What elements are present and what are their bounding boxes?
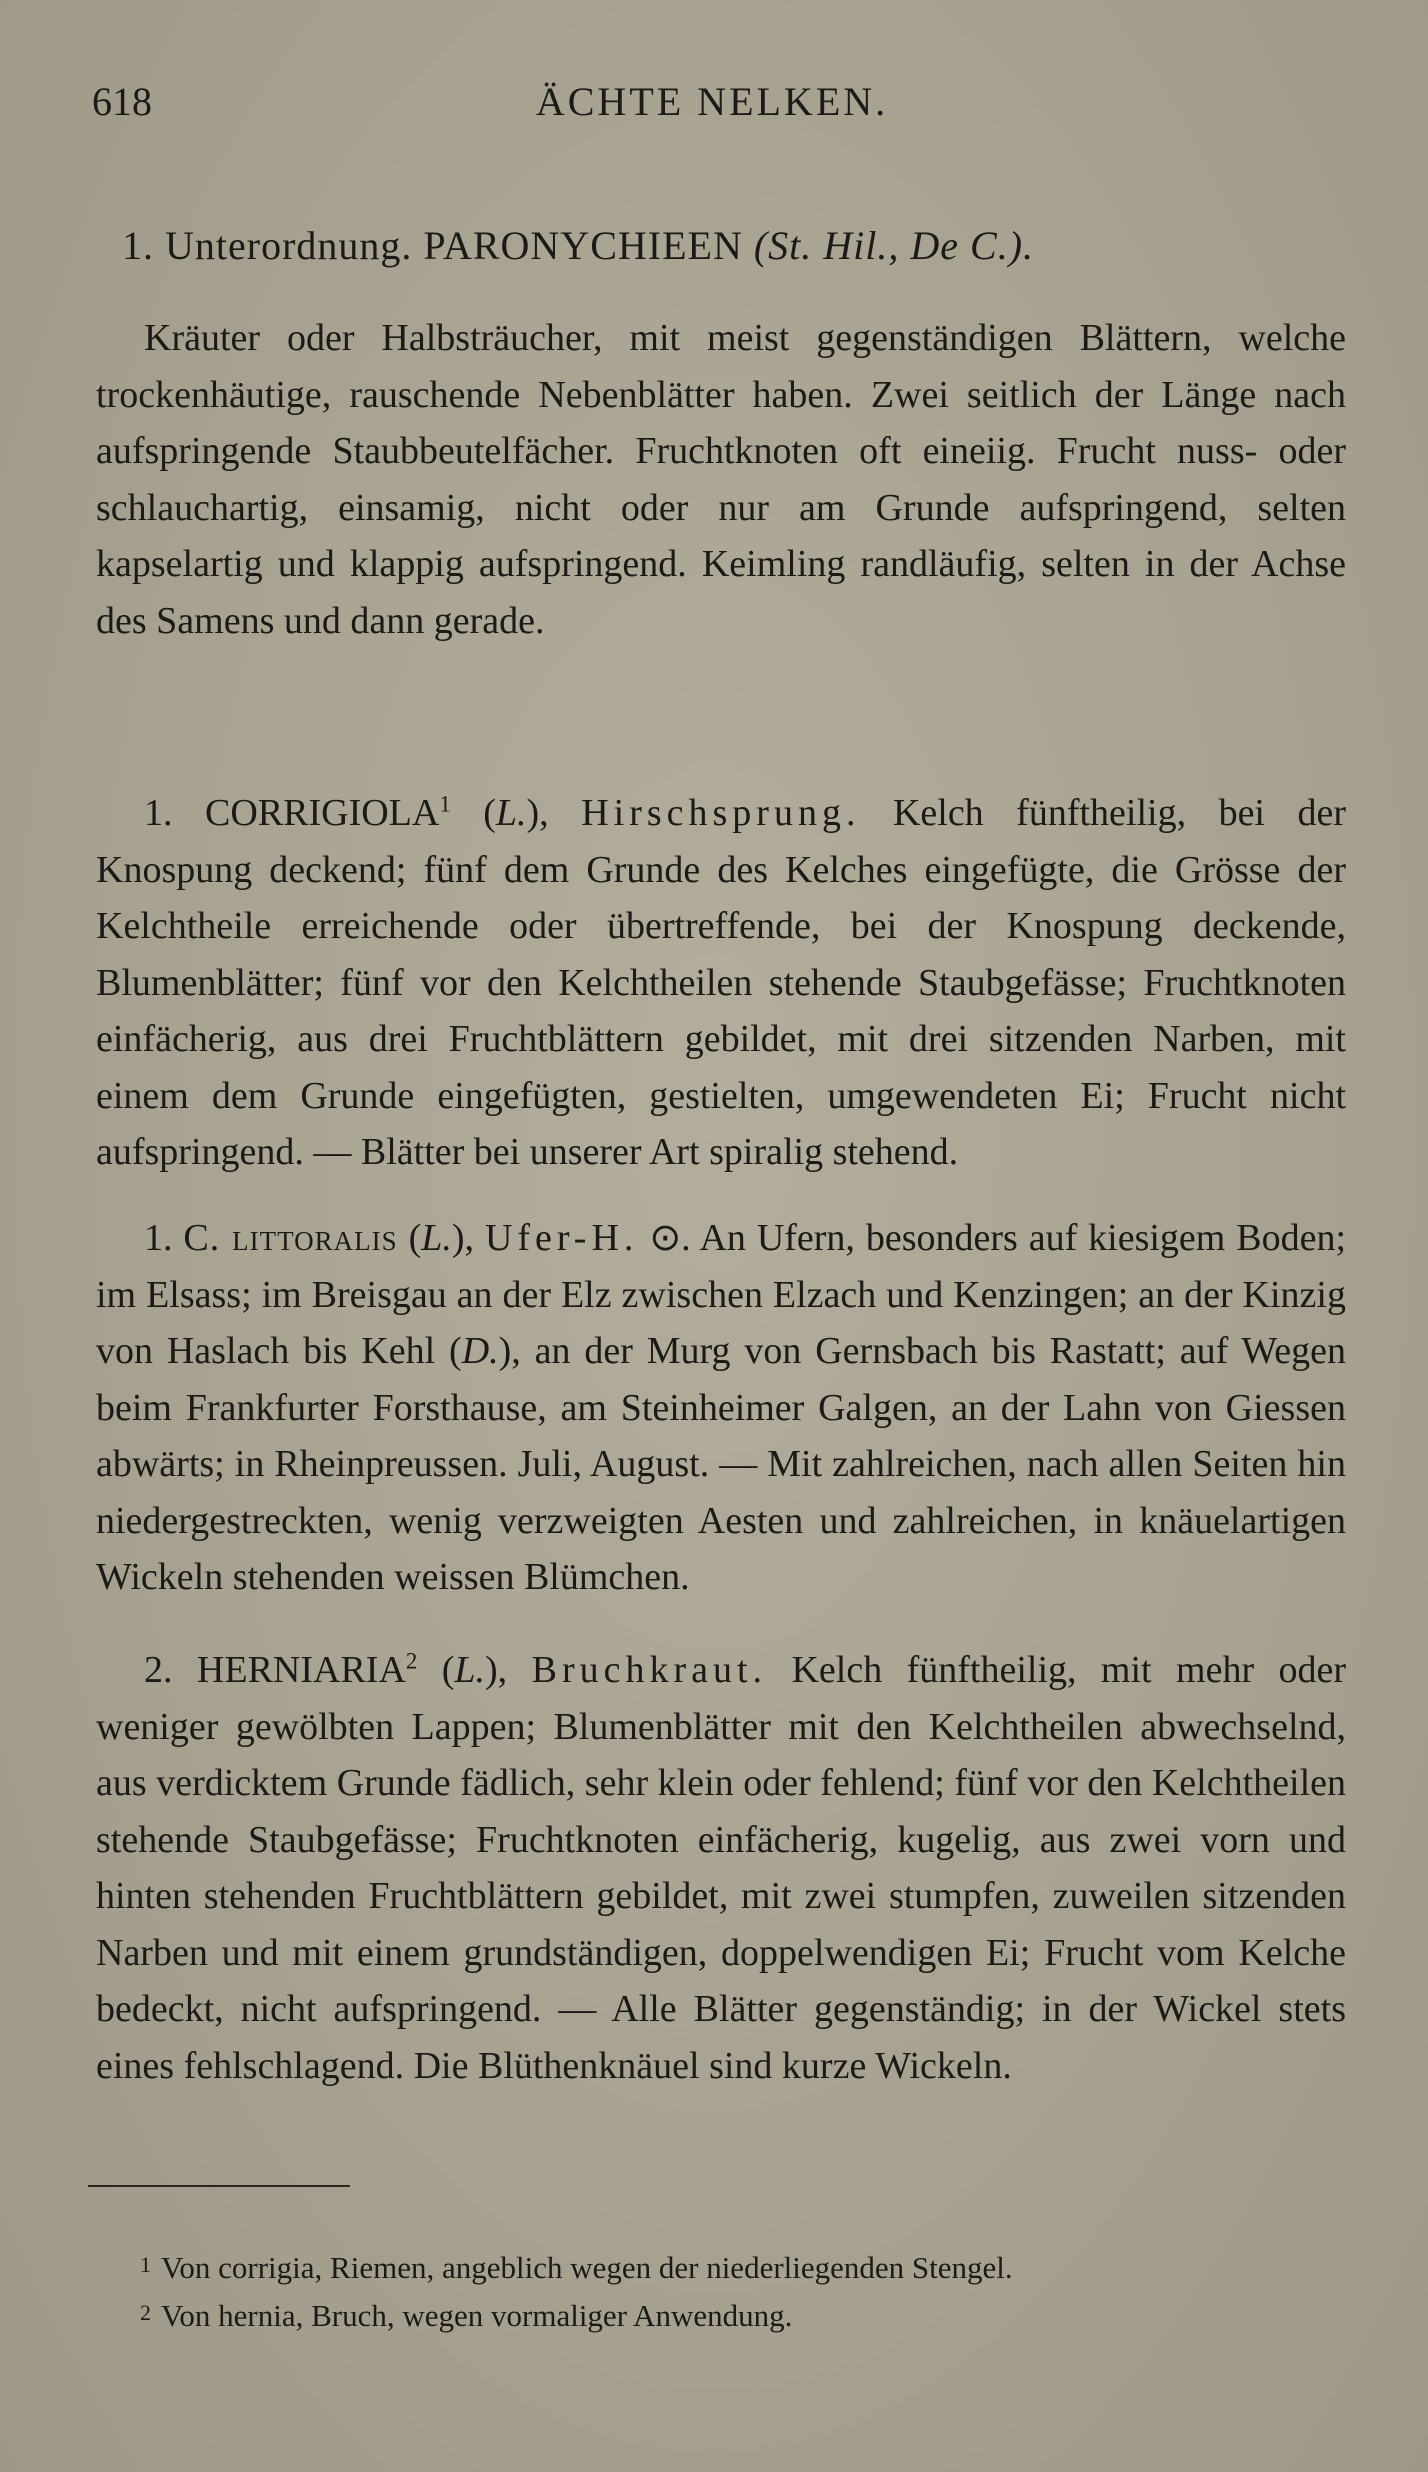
intro-paragraph: [96, 310, 1346, 649]
common-name: Bruchkraut.: [531, 1649, 768, 1691]
genus-corrigiola-text: [96, 785, 1346, 1181]
genus-name: CORRIGIOLA: [205, 792, 440, 834]
common-name: Ufer-H.: [484, 1217, 639, 1259]
species-littoralis-paragraph: [96, 1210, 1346, 1606]
source-abbrev: D.: [461, 1330, 499, 1372]
running-head: ÄCHTE NELKEN.: [535, 79, 889, 124]
authority: L.: [454, 1649, 486, 1691]
description: Kelch fünftheilig, bei der Knospung deckend; fünf dem Grunde des Kelches eingefügte, die Grösse der Kelchtheile erreichende oder übertreffende, bei der Knospung deckende, Blumenblätter; fünf vor den Kelchtheilen stehende Staubgefässe; Fruchtknoten einfächerig, aus drei Fruchtblättern gebildet, mit drei sitzenden Narben, mit einem dem Grunde eingefügten, gestielten, umgewendeten Ei; Frucht nicht aufspringend. — Blätter bei unserer Art spiralig stehend.: [96, 792, 1347, 1173]
footnote-1: [140, 2242, 1340, 2290]
authority-close: ),: [451, 1217, 485, 1259]
genus-number: 1.: [144, 792, 173, 834]
section-heading-authority: (St. Hil., De C.).: [753, 223, 1035, 268]
species-name: C. littoralis: [183, 1217, 398, 1259]
authority-open: (: [397, 1217, 422, 1259]
footnotes: [140, 2242, 1340, 2338]
authority-close: ),: [485, 1649, 532, 1691]
genus-herniaria-text: [96, 1642, 1346, 2094]
genus-corrigiola-paragraph: [96, 785, 1346, 1181]
species-littoralis-text: [96, 1210, 1346, 1606]
authority-open: (: [417, 1649, 455, 1691]
footnote-mark: 2: [140, 2300, 151, 2325]
description-part-b: ), an der Murg von Gernsbach bis Rastatt; auf Wegen beim Frankfurter Forsthause, am Steinheimer Galgen, an der Lahn von Giessen abwärts; in Rheinpreussen. Juli, August. — Mit zahlreichen, nach allen Seiten hin niedergestreckten, wenig verzweigten Aesten und zahlreichen, in knäuelartigen Wickeln stehenden weissen Blümchen.: [96, 1330, 1346, 1598]
intro-text: Kräuter oder Halbsträucher, mit meist gegenständigen Blättern, welche trockenhäutige, rauschende Nebenblätter haben. Zwei seitlich der Länge nach aufspringende Staubbeutelfächer. Fruchtknoten oft eineiig. Frucht nuss- oder schlauchartig, einsamig, nicht oder nur am Grunde aufspringend, selten kapselartig und klappig aufspringend. Keimling randläufig, selten in der Achse des Samens und dann gerade.: [96, 317, 1346, 642]
common-name: Hirschsprung.: [581, 792, 861, 834]
description-part-a: An Ufern, besonders auf kiesigem Boden; im Elsass; im Breisgau an der Elz zwischen Elzach und Kenzingen; an der Kinzig von Haslach bis Kehl (: [96, 1217, 1347, 1372]
footnote-text: Von hernia, Bruch, wegen vormaliger Anwendung.: [161, 2298, 793, 2333]
genus-number: 2.: [144, 1649, 173, 1691]
genus-name: HERNIARIA: [196, 1649, 406, 1691]
annual-symbol: ⊙.: [649, 1217, 691, 1259]
footnote-text: Von corrigia, Riemen, angeblich wegen der niederliegenden Stengel.: [161, 2250, 1013, 2285]
description: Kelch fünftheilig, mit mehr oder weniger gewölbten Lappen; Blumenblätter mit den Kelchtheilen abwechselnd, aus verdicktem Grunde fädlich, sehr klein oder fehlend; fünf vor den Kelchtheilen stehende Staubgefässe; Fruchtknoten einfächerig, kugelig, aus zwei vorn und hinten stehenden Fruchtblättern gebildet, mit zwei stumpfen, zuweilen sitzenden Narben und mit einem grundständigen, doppelwendigen Ei; Frucht vom Kelche bedeckt, nicht aufspringend. — Alle Blätter gegenständig; in der Wickel stets eines fehlschlagend. Die Blüthenknäuel sind kurze Wickeln.: [96, 1649, 1347, 2087]
section-heading: [122, 222, 1332, 269]
genus-herniaria-paragraph: [96, 1642, 1346, 2094]
authority: L.: [421, 1217, 452, 1259]
footnote-divider: [88, 2185, 350, 2187]
section-heading-main: 1. Unterordnung. PARONYCHIEEN: [122, 223, 743, 268]
species-number: 1.: [144, 1217, 173, 1259]
authority-open: (: [450, 792, 496, 834]
footnote-mark: 1: [140, 2252, 151, 2277]
footnote-2: [140, 2290, 1340, 2338]
page-header: [92, 78, 1332, 138]
footnote-ref: 1: [439, 791, 451, 817]
authority: L.: [495, 792, 527, 834]
page-number: 618: [92, 79, 152, 124]
footnote-ref: 2: [405, 1648, 418, 1674]
authority-close: ),: [526, 792, 582, 834]
